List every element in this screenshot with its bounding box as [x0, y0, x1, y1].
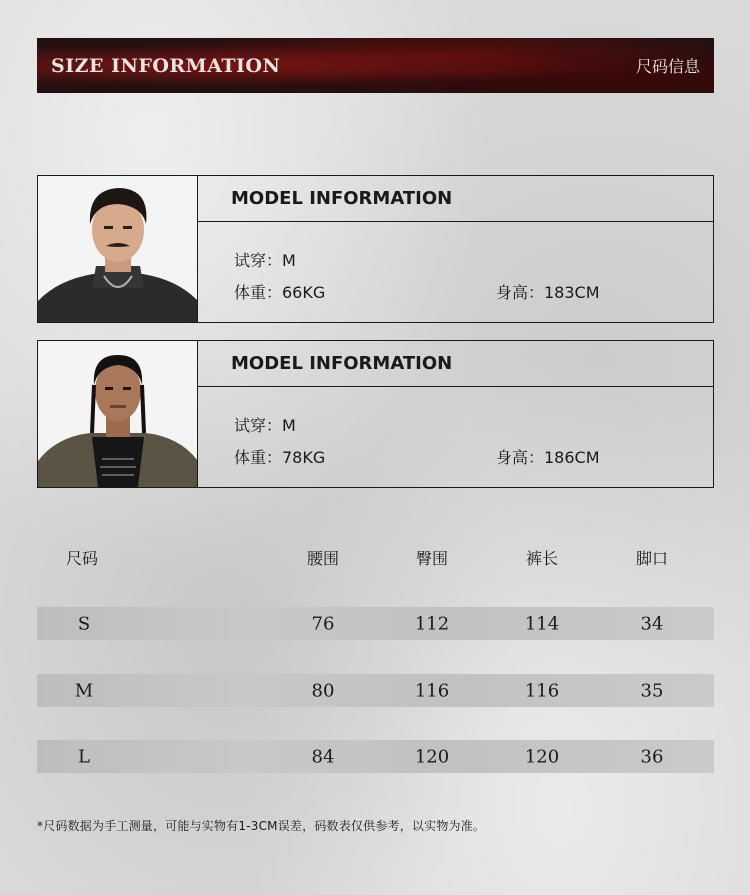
table-header-hem: 脚口 [635, 549, 669, 568]
banner-title: SIZE INFORMATION [51, 54, 281, 77]
cell-hip: 112 [414, 613, 450, 634]
model-info-1 [198, 176, 713, 322]
table-header-waist: 腰围 [306, 549, 340, 568]
table-row [37, 674, 714, 707]
model-height: 身高：183CM [496, 283, 600, 302]
measurement-note: *尺码数据为手工测量，可能与实物有1-3CM误差，码数表仅供参考，以实物为准。 [37, 819, 486, 833]
cell-length: 116 [524, 680, 560, 701]
model-photo-2 [38, 341, 198, 487]
model-info-body [198, 387, 713, 487]
table-header-hip: 臀围 [415, 549, 449, 568]
cell-waist: 84 [311, 746, 335, 767]
model-try-on-size: 试穿：M [234, 251, 296, 270]
cell-hem: 36 [640, 746, 664, 767]
table-header-length: 裤长 [525, 549, 559, 568]
table-row [37, 740, 714, 773]
cell-hem: 34 [640, 613, 664, 634]
cell-waist: 80 [311, 680, 335, 701]
model-info-heading: MODEL INFORMATION [198, 341, 713, 387]
cell-size: L [78, 746, 90, 767]
cell-waist: 76 [311, 613, 335, 634]
model-info-body [198, 222, 713, 322]
size-information-banner [37, 38, 714, 93]
model-info-heading: MODEL INFORMATION [198, 176, 713, 222]
table-row [37, 607, 714, 640]
banner-subtitle: 尺码信息 [635, 57, 700, 76]
cell-size: S [77, 613, 91, 634]
model-height: 身高：186CM [496, 448, 600, 467]
model-2-illustration [38, 341, 198, 487]
model-photo-1 [38, 176, 198, 322]
model-weight: 体重：66KG [234, 283, 326, 302]
model-try-on-size: 试穿：M [234, 416, 296, 435]
cell-length: 114 [524, 613, 560, 634]
cell-hip: 120 [414, 746, 450, 767]
cell-length: 120 [524, 746, 560, 767]
model-weight: 体重：78KG [234, 448, 326, 467]
cell-hip: 116 [414, 680, 450, 701]
model-info-2 [198, 341, 713, 487]
model-card-1 [37, 175, 714, 323]
cell-size: M [74, 680, 94, 701]
model-card-2 [37, 340, 714, 488]
table-header-size: 尺码 [66, 549, 99, 568]
cell-hem: 35 [640, 680, 664, 701]
model-1-illustration [38, 176, 198, 322]
